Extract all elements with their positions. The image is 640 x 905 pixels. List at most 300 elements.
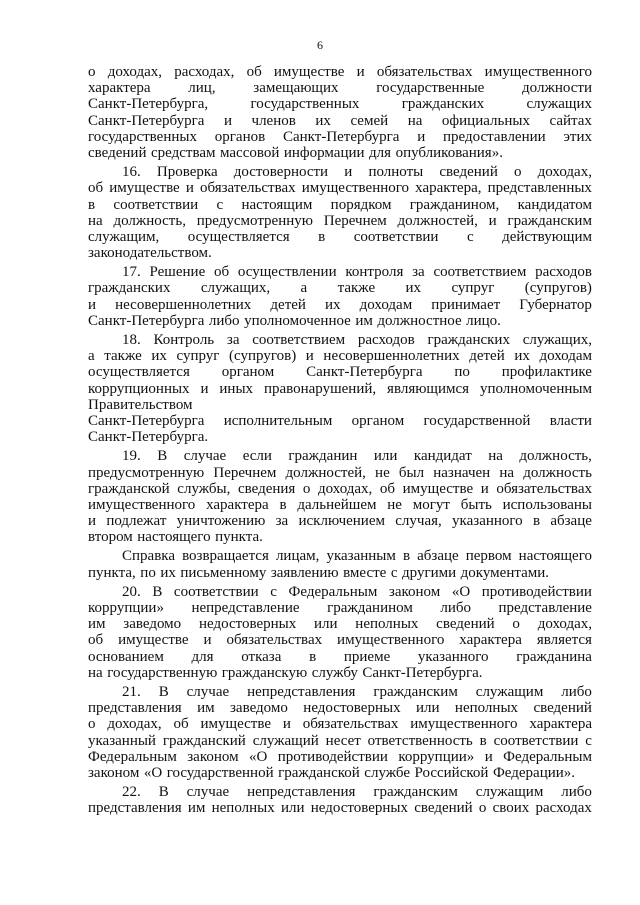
word: Санкт-Петербурга. [88,429,209,446]
word: несовершеннолетних [323,348,460,365]
text-line [88,616,592,632]
word: обязательствах [199,180,296,197]
word: характера [529,716,592,733]
word: настоящим [241,196,313,213]
word: указанным [326,548,396,565]
word: 19. [122,448,141,465]
word: указанного [452,513,523,530]
word: уполномоченным [479,380,592,397]
word: об [88,632,104,649]
word: представленных [487,180,592,197]
word: предусмотренную [196,212,313,229]
word: осуществлении [237,264,337,281]
word: гражданским [373,784,458,801]
word: указанный [88,732,156,749]
word: имущественного [337,632,445,649]
word: обязательствах [302,716,399,733]
paragraph [88,684,592,781]
word: «О [143,764,163,781]
word: массовой [219,144,280,161]
text-line [88,197,592,213]
word: доходах, [537,616,592,633]
word: также [104,348,142,365]
word: супруг [451,280,495,297]
text-line [88,529,592,545]
word: обязательствах [226,632,323,649]
word: Решение [149,264,206,281]
word: другими [402,564,457,581]
word: расходов [535,264,592,281]
word: должностей, [397,212,478,229]
word: органов [214,128,266,145]
word: «О [249,748,268,765]
paragraph [88,548,592,580]
word: В [152,583,163,600]
word: опубликования». [395,144,503,161]
text-line [88,448,592,464]
word: в [479,732,487,749]
word: назначен [433,464,491,481]
word: им [187,800,206,817]
word: (супругов) [229,348,297,365]
word: по [140,564,156,581]
text-line [88,600,592,616]
word: за [226,332,240,348]
word: соответствием [433,264,527,281]
word: письменному [180,564,267,581]
word: Правительством [88,396,193,413]
word: заведомо [123,616,182,633]
word: имуществе [273,64,345,80]
word: государственную [107,664,218,681]
word: Российской [414,764,489,781]
word: гражданский [162,732,246,749]
word: 20. [122,583,141,600]
word: о [302,480,311,497]
word: дальнейшем [297,496,377,513]
word: доходах, [318,480,373,497]
text-line [88,716,592,732]
word: не [375,464,390,481]
word: и [185,180,194,197]
word: и [88,296,97,313]
text-line [88,96,592,112]
word: осуществляется [88,364,190,381]
word: случае [186,784,230,801]
word: представления [88,800,182,817]
word: на [88,212,103,229]
word: несовершеннолетних [115,296,252,313]
word: по [454,364,470,381]
word: их [160,564,176,581]
word: средствам [150,144,216,161]
word: В [158,683,169,700]
word: несет [325,732,361,749]
word: гражданскую [221,664,308,681]
word: доходах, [107,64,162,80]
word: информации [283,144,365,161]
word: имущественного [410,716,518,733]
word: представление [498,600,592,616]
word: непредставления [247,784,356,801]
word: сведений [414,800,473,817]
word: им [88,616,106,633]
word: Санкт-Петербурга [88,412,205,429]
text-line [88,548,592,564]
text-line [88,632,592,648]
word: подлежат [106,513,167,530]
word: не [387,496,402,513]
word: гражданским [507,212,592,229]
word: исполнительным [223,412,333,429]
word: на [499,464,515,481]
text-line [88,280,592,296]
word: служащим [475,683,544,700]
word: (супругов) [524,280,592,297]
word: Перечнем [323,212,387,229]
word: власти [549,412,592,429]
word: гражданином, [409,196,500,213]
word: быть [460,496,492,513]
word: случая, [395,513,442,530]
word: противодействии [481,583,592,600]
word: абзаце [550,513,592,530]
word: замещающих [253,80,339,97]
word: недостоверных [198,616,297,633]
text-line [88,665,592,681]
word: и [417,128,426,145]
word: законодательством. [88,245,212,262]
word: службу [311,664,358,681]
word: 18. [122,332,141,348]
word: характера [459,632,522,649]
text-line [88,229,592,245]
word: законом [88,764,140,781]
word: и [88,513,97,530]
word: гражданских [427,332,510,348]
paragraph [88,584,592,681]
word: ответственность [367,732,473,749]
word: им [355,312,373,329]
word: расходах [535,800,592,817]
word: за [412,264,425,281]
word: уполномоченное [244,312,351,329]
word: доходам [359,296,413,313]
text-line [88,684,592,700]
paragraph [88,164,592,261]
word: сведений [439,164,498,181]
word: о [88,716,96,733]
word: соответствии [113,196,199,213]
word: соответствии [173,583,259,600]
word: гражданин [288,448,358,465]
word: гражданским [373,683,458,700]
word: являющимся [387,380,470,397]
word: документами. [460,564,550,581]
text-line [88,749,592,765]
word: государственные [376,80,485,97]
word: «О [451,583,471,600]
word: предоставлении [443,128,546,145]
word: контроля [345,264,404,281]
word: неполных [211,800,275,817]
word: законом [187,748,239,765]
word: вместе [343,564,387,581]
text-line [88,765,592,781]
document-body [88,64,592,819]
word: Проверка [156,164,218,181]
word: расходах, [174,64,235,80]
text-line [88,245,592,261]
word: государственной [423,412,531,429]
text-line [88,584,592,600]
word: на [407,112,423,129]
word: Федерации». [492,764,576,781]
text-line [88,129,592,145]
text-line [88,80,592,96]
word: сведений [436,616,495,633]
word: законом [388,583,441,600]
paragraph [88,64,592,161]
text-line [88,481,592,497]
word: и [344,164,353,181]
word: основанием [88,648,164,665]
word: с [585,732,592,749]
word: недостоверных [310,800,408,817]
word: сведений [88,144,147,161]
word: и [200,380,209,397]
word: доходах, [537,164,592,181]
word: втором [88,529,133,546]
word: лиц, [188,80,216,97]
text-line [88,429,592,445]
word: Санкт-Петербурга [88,312,205,329]
text-line [88,297,592,313]
word: гражданина [516,648,592,665]
word: Перечнем [213,464,277,481]
word: Санкт-Петербурга. [362,664,483,681]
paragraph [88,784,592,816]
word: служащим, [88,228,160,245]
text-line [88,397,592,413]
word: официальных [441,112,530,129]
word: Санкт-Петербурга [306,364,423,381]
word: своих [492,800,530,817]
word: порядком [330,196,392,213]
word: неполных [355,616,419,633]
word: имуществе [109,180,180,197]
word: об [173,716,189,733]
word: кандидатом [517,196,592,213]
word: для [369,144,392,161]
text-line [88,700,592,716]
word: доходам [539,348,592,365]
word: действующим [502,228,592,245]
paragraph [88,332,592,445]
word: осуществляется [187,228,290,245]
text-line [88,313,592,329]
word: настоящего [137,529,211,546]
word: об [213,264,230,281]
word: Санкт-Петербурга [88,112,205,129]
word: органом [221,364,275,381]
word: детей [270,296,306,313]
word: кандидат [413,448,472,465]
word: их [151,348,167,365]
word: либо [208,312,240,329]
word: гражданских [88,280,171,297]
word: непредставление [191,600,300,616]
word: случае [183,448,227,465]
text-line [88,332,592,348]
word: пункта. [215,529,263,546]
word: а [88,348,95,365]
paragraph [88,448,592,545]
word: противодействии [277,748,388,765]
word: Справка [122,548,175,565]
word: либо [440,600,472,616]
word: с [390,564,398,581]
word: государственной [166,764,274,781]
word: и [356,64,365,80]
word: должность, [519,448,592,465]
word: коррупции» [398,748,475,765]
word: служащих [526,96,592,113]
word: сведения [237,480,296,497]
word: должность [523,464,592,481]
word: Федеральным [503,748,592,765]
word: обязательствах [496,480,592,497]
word: предусмотренную [88,464,205,481]
word: гражданской [88,480,170,497]
word: Федеральным [88,748,177,765]
word: имущественного [88,496,196,513]
word: Санкт-Петербурга [282,128,400,145]
word: на [488,448,503,465]
word: лицам, [275,548,320,565]
word: и [203,632,212,649]
word: государственных [88,128,197,145]
text-line [88,364,592,380]
word: характера [206,496,269,513]
page-number: 6 [317,38,323,52]
word: с [216,196,224,213]
word: Губернатор [519,296,592,313]
word: и [484,748,493,765]
text-line [88,413,592,429]
word: 17. [122,264,141,281]
text-line [88,164,592,180]
word: также [337,280,376,297]
word: органом [351,412,405,429]
word: с [270,583,277,600]
word: коррупционных [88,380,190,397]
text-line [88,649,592,665]
text-line [88,64,592,80]
word: доходах, [107,716,162,733]
word: или [373,448,398,465]
word: сайтах [549,112,592,129]
word: случае [186,683,230,700]
word: и [282,716,291,733]
word: их [514,348,530,365]
word: для [191,648,214,665]
word: достоверности [233,164,329,181]
word: представления [88,700,182,717]
word: неполных [454,700,519,717]
word: на [88,664,103,681]
word: в [309,648,317,665]
word: либо [561,683,592,700]
word: о [88,64,96,80]
word: государственных [250,96,360,113]
word: и [223,112,232,129]
word: или [280,800,305,817]
paragraph [88,264,592,329]
word: расходов [357,332,415,348]
text-line [88,213,592,229]
word: первом [465,548,512,565]
word: гражданской [278,764,360,781]
word: и [488,212,497,229]
word: о [512,616,520,633]
text-line [88,465,592,481]
word: имуществе [118,632,189,649]
word: заведомо [230,700,288,717]
word: имущественного [301,180,410,197]
word: им [197,700,215,717]
text-line [88,381,592,397]
word: соответствии [353,228,439,245]
text-line [88,180,592,196]
text-line [88,497,592,513]
word: был [398,464,425,481]
word: должностей, [285,464,366,481]
word: характера, [415,180,482,197]
word: является [536,632,592,649]
word: абзаце [417,548,459,565]
word: отказа [241,648,282,665]
word: детей [469,348,505,365]
word: или [415,700,440,717]
word: их [325,296,341,313]
word: 21. [122,683,141,700]
word: могут [412,496,450,513]
word: их [405,280,422,297]
word: в [88,196,96,213]
word: коррупции» [88,600,164,616]
word: служащих, [522,332,592,348]
text-line [88,145,592,161]
word: о [514,164,522,181]
word: лицо. [466,312,501,329]
word: гражданских [401,96,485,113]
word: полноты [368,164,424,181]
word: об [88,180,104,197]
word: должность, [113,212,186,229]
text-line [88,348,592,364]
word: Федеральным [288,583,378,600]
word: исключением [298,513,385,530]
word: с [466,228,474,245]
word: недостоверных [303,700,401,717]
word: В [157,448,168,465]
word: Санкт-Петербурга, [88,96,209,113]
text-line [88,113,592,129]
word: супруг [176,348,220,365]
word: соответствии [493,732,579,749]
word: в [318,228,326,245]
